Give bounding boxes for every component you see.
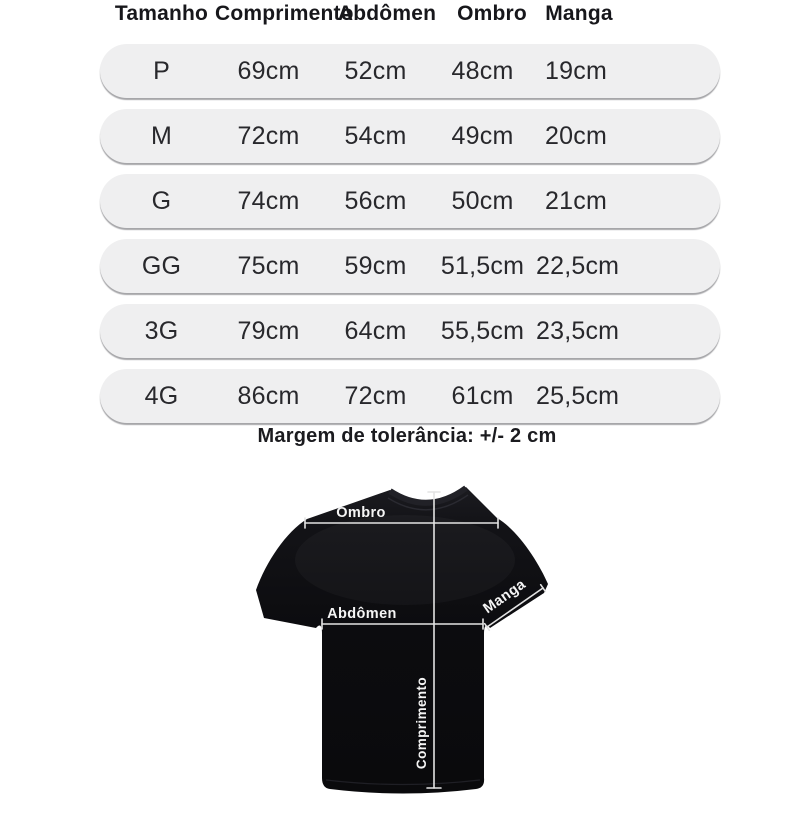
cell-comprimento: 74cm (237, 186, 300, 215)
comprimento-label: Comprimento (414, 676, 429, 770)
cell-size: 3G (144, 316, 179, 345)
cell-ombro: 61cm (451, 381, 514, 410)
cell-ombro: 55,5cm (440, 316, 525, 345)
cell-manga: 21cm (545, 186, 607, 215)
tolerance-note: Margem de tolerância: +/- 2 cm (257, 425, 557, 447)
cell-ombro: 51,5cm (440, 251, 525, 280)
table-body (100, 44, 720, 434)
table-row-g (100, 174, 720, 228)
cell-abdomen: 59cm (344, 251, 407, 280)
cell-size: 4G (144, 381, 179, 410)
cell-size: G (151, 186, 172, 215)
manga-label: Manga (480, 576, 529, 618)
cell-ombro: 49cm (451, 121, 514, 150)
cell-manga: 23,5cm (536, 316, 620, 345)
cell-comprimento: 75cm (237, 251, 300, 280)
cell-comprimento: 79cm (237, 316, 300, 345)
cell-comprimento: 69cm (237, 56, 300, 85)
column-header-tamanho: Tamanho (114, 2, 209, 25)
cell-abdomen: 52cm (344, 56, 407, 85)
cell-manga: 20cm (545, 121, 607, 150)
cell-abdomen: 72cm (344, 381, 407, 410)
cell-abdomen: 64cm (344, 316, 407, 345)
cell-ombro: 48cm (451, 56, 514, 85)
table-row-gg (100, 239, 720, 293)
cell-abdomen: 56cm (344, 186, 407, 215)
cell-manga: 19cm (545, 56, 607, 85)
cell-comprimento: 86cm (237, 381, 300, 410)
tshirt-measurement-diagram (240, 470, 570, 810)
cell-size: GG (141, 251, 182, 280)
column-header-comprimento: Comprimento (215, 2, 354, 25)
cell-manga: 22,5cm (536, 251, 620, 280)
table-row-m (100, 109, 720, 163)
table-row-4g (100, 369, 720, 423)
cell-size: M (150, 121, 173, 150)
cell-ombro: 50cm (451, 186, 514, 215)
column-header-abdomen: Abdômen (337, 2, 437, 25)
table-header-row (100, 0, 728, 30)
cell-comprimento: 72cm (237, 121, 300, 150)
cell-size: P (153, 56, 170, 85)
cell-abdomen: 54cm (344, 121, 407, 150)
ombro-label: Ombro (336, 505, 386, 521)
column-header-ombro: Ombro (457, 2, 527, 25)
table-row-p (100, 44, 720, 98)
cell-manga: 25,5cm (536, 381, 620, 410)
column-header-manga: Manga (545, 2, 613, 25)
table-row-3g (100, 304, 720, 358)
tshirt-image (256, 487, 548, 794)
abdomen-label: Abdômen (327, 606, 397, 622)
